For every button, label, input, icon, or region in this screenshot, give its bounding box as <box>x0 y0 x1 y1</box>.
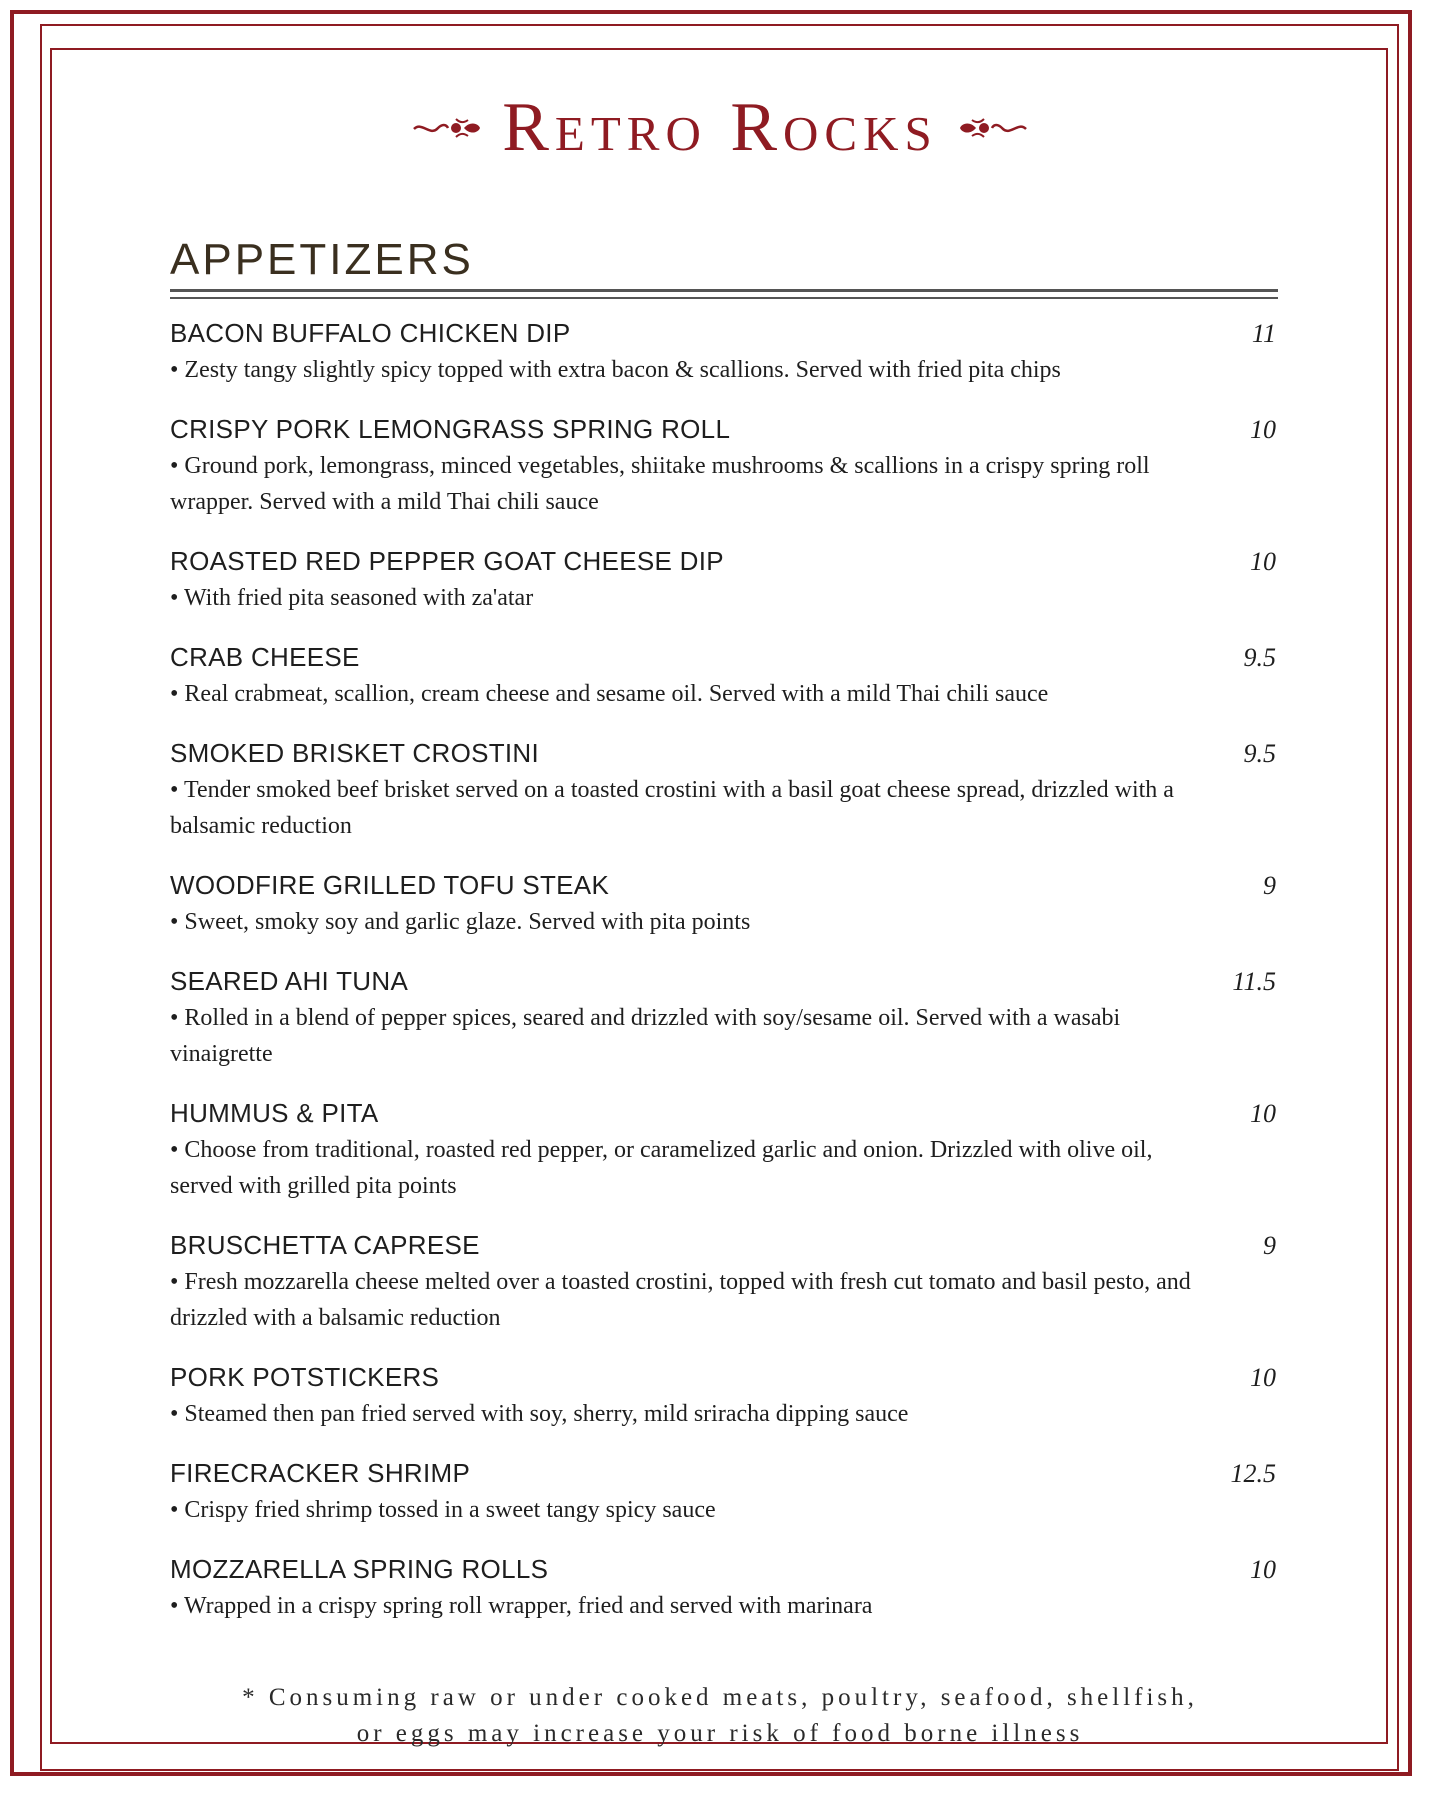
menu-item <box>170 1098 1278 1204</box>
item-description: • Steamed then pan fried served with soy, sherry, mild sriracha dipping sauce <box>170 1401 909 1427</box>
item-description: • With fried pita seasoned with za'atar <box>170 585 534 611</box>
restaurant-title: Retro Rocks <box>502 89 938 166</box>
disclaimer-line-2: or eggs may increase your risk of food borne illness <box>356 1720 1084 1747</box>
item-description: • Crispy fried shrimp tossed in a sweet tangy spicy sauce <box>170 1497 716 1523</box>
item-name: SEARED AHI TUNA <box>170 966 409 996</box>
food-safety-disclaimer <box>200 1680 1240 1752</box>
item-price: 9 <box>1263 1231 1276 1260</box>
right-flourish-icon <box>958 115 1028 141</box>
menu-item <box>170 414 1278 520</box>
item-description: • Fresh mozzarella cheese melted over a toasted crostini, topped with fresh cut tomato and basil pesto, and drizzled with a balsamic reduction <box>170 1269 1191 1331</box>
item-name: CRISPY PORK LEMONGRASS SPRING ROLL <box>170 414 731 444</box>
menu-item <box>170 966 1278 1072</box>
section-title-appetizers: APPETIZERS <box>170 235 474 284</box>
item-price: 11.5 <box>1232 967 1276 996</box>
item-name: BRUSCHETTA CAPRESE <box>170 1230 480 1260</box>
title-bar <box>0 88 1440 168</box>
item-price: 10 <box>1250 1363 1276 1392</box>
item-description: • Zesty tangy slightly spicy topped with extra bacon & scallions. Served with fried pita chips <box>170 357 1061 383</box>
item-description: • Real crabmeat, scallion, cream cheese and sesame oil. Served with a mild Thai chili sauce <box>170 681 1049 707</box>
menu-item <box>170 1362 1278 1432</box>
item-price: 9.5 <box>1243 643 1276 672</box>
item-name: SMOKED BRISKET CROSTINI <box>170 738 540 768</box>
item-price: 10 <box>1250 1555 1276 1584</box>
item-description: • Rolled in a blend of pepper spices, seared and drizzled with soy/sesame oil. Served with a wasabi vinaigrette <box>170 1005 1121 1067</box>
item-name: MOZZARELLA SPRING ROLLS <box>170 1554 549 1584</box>
menu-item <box>170 1458 1278 1528</box>
item-price: 10 <box>1250 547 1276 576</box>
item-price: 9 <box>1263 871 1276 900</box>
item-price: 9.5 <box>1243 739 1276 768</box>
item-name: ROASTED RED PEPPER GOAT CHEESE DIP <box>170 546 724 576</box>
item-description: • Sweet, smoky soy and garlic glaze. Served with pita points <box>170 909 751 935</box>
section-divider <box>170 289 1278 292</box>
item-description: • Ground pork, lemongrass, minced vegetables, shiitake mushrooms & scallions in a crispy spring roll wrapper. Served with a mild Thai chili sauce <box>170 453 1150 515</box>
item-name: HUMMUS & PITA <box>170 1098 379 1128</box>
item-name: BACON BUFFALO CHICKEN DIP <box>170 318 571 348</box>
menu-item <box>170 1554 1278 1624</box>
left-flourish-icon <box>412 115 482 141</box>
menu-item <box>170 318 1278 388</box>
menu-item <box>170 738 1278 844</box>
menu-items-list <box>170 318 1278 1650</box>
item-name: PORK POTSTICKERS <box>170 1362 440 1392</box>
item-price: 11 <box>1251 319 1276 348</box>
item-description: • Tender smoked beef brisket served on a toasted crostini with a basil goat cheese spread, drizzled with a balsamic reduction <box>170 777 1174 839</box>
item-price: 10 <box>1250 415 1276 444</box>
menu-item <box>170 546 1278 616</box>
item-price: 10 <box>1250 1099 1276 1128</box>
disclaimer-line-1: * Consuming raw or under cooked meats, poultry, seafood, shellfish, <box>242 1684 1198 1711</box>
item-description: • Choose from traditional, roasted red pepper, or caramelized garlic and onion. Drizzled with olive oil, served with grilled pita points <box>170 1137 1153 1199</box>
item-price: 12.5 <box>1230 1459 1276 1488</box>
item-description: • Wrapped in a crispy spring roll wrapper, fried and served with marinara <box>170 1593 873 1619</box>
item-name: WOODFIRE GRILLED TOFU STEAK <box>170 870 610 900</box>
menu-item <box>170 1230 1278 1336</box>
menu-item <box>170 870 1278 940</box>
item-name: CRAB CHEESE <box>170 642 360 672</box>
section-divider-secondary <box>170 297 1278 299</box>
item-name: FIRECRACKER SHRIMP <box>170 1458 471 1488</box>
menu-item <box>170 642 1278 712</box>
